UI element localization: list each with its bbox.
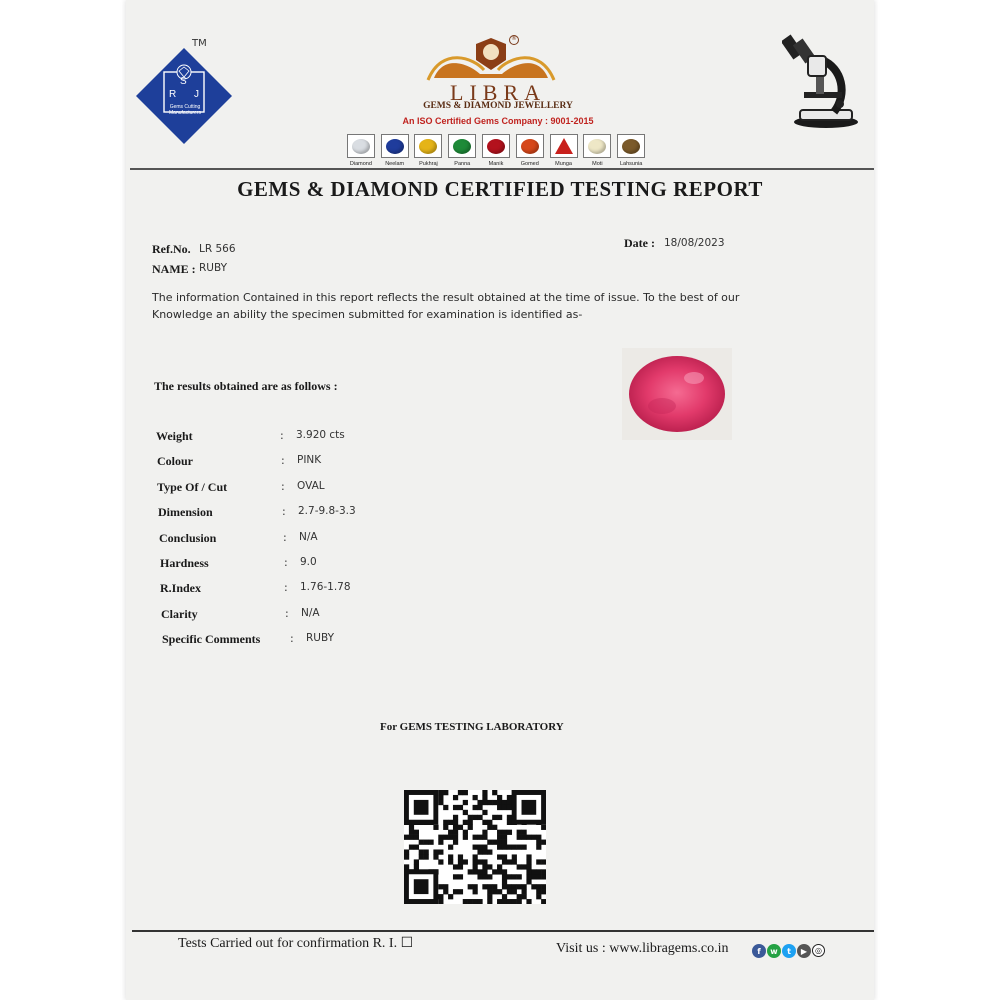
property-label: Conclusion: [159, 531, 217, 545]
property-label: Dimension: [158, 505, 213, 519]
property-colon: :: [290, 632, 294, 645]
ref-value: LR 566: [199, 243, 236, 255]
social-icons: [752, 944, 825, 958]
ruby-stone-image: [622, 348, 732, 440]
gem-swatch-icon: [482, 134, 510, 158]
intro-line-2: Knowledge an ability the specimen submitted for examination is identified as-: [152, 308, 583, 321]
gem-swatch-icon: [381, 134, 409, 158]
gem-name: Diamond: [349, 161, 372, 167]
ref-label: Ref.No.: [152, 242, 191, 256]
whatsapp-icon[interactable]: w: [767, 944, 781, 958]
iso-certification: An ISO Certified Gems Company : 9001-2015: [402, 116, 594, 126]
property-value: RUBY: [306, 632, 335, 644]
gem-name: Pukhraj: [419, 161, 438, 167]
property-label: R.Index: [160, 581, 202, 595]
gem-swatch-icon: [448, 134, 476, 158]
property-colon: :: [280, 429, 284, 442]
gem-swatch-icon: [516, 134, 544, 158]
qr-code: [404, 790, 546, 904]
property-row: [158, 505, 458, 521]
gem-swatch-icon: [347, 134, 375, 158]
gem-name: Lahsunia: [619, 161, 643, 167]
property-colon: :: [284, 581, 288, 594]
gem-name: Gomed: [520, 161, 539, 167]
registered-mark: ®: [511, 35, 517, 42]
gem-swatch-icon: [550, 134, 578, 158]
gem-name: Panna: [454, 161, 471, 167]
tests-confirmation: Tests Carried out for confirmation R. I. ☐: [178, 936, 414, 951]
property-value: N/A: [299, 531, 318, 543]
header-divider: [130, 168, 874, 170]
gem-name: Manik: [488, 161, 504, 167]
gem-name: Munga: [555, 161, 572, 167]
property-value: 1.76-1.78: [300, 581, 351, 593]
lab-signature: For GEMS TESTING LABORATORY: [380, 721, 564, 733]
gem-name: Moti: [592, 161, 603, 167]
gem-swatch-icon: [617, 134, 645, 158]
property-row: [160, 556, 460, 572]
property-row: [156, 429, 456, 445]
libra-emblem: [424, 34, 558, 84]
microscope-icon: [782, 34, 862, 132]
srj-caption: Gems Cutting Manufacturers: [169, 104, 201, 116]
property-label: Type Of / Cut: [157, 480, 228, 494]
property-colon: :: [282, 505, 286, 518]
property-colon: :: [281, 480, 285, 493]
name-value: RUBY: [199, 262, 228, 274]
srj-letter-s: S: [180, 76, 187, 87]
srj-letter-r: R: [169, 89, 177, 100]
srj-logo: [134, 46, 234, 146]
name-label: NAME :: [152, 262, 196, 276]
property-row: [157, 454, 457, 470]
date-value: 18/08/2023: [664, 237, 725, 249]
property-value: 9.0: [300, 556, 317, 568]
property-row: [161, 607, 461, 623]
property-label: Clarity: [161, 607, 198, 621]
property-value: 2.7-9.8-3.3: [298, 505, 356, 517]
property-value: PINK: [297, 454, 322, 466]
intro-line-1: The information Contained in this report reflects the result obtained at the time of issue. To the best of our: [152, 291, 740, 304]
instagram-icon[interactable]: ◎: [812, 944, 825, 957]
libra-brand-name: LIBRA: [450, 80, 546, 105]
property-colon: :: [281, 454, 285, 467]
twitter-icon[interactable]: t: [782, 944, 796, 958]
gem-name: Neelam: [385, 161, 405, 167]
srj-letter-j: J: [194, 89, 199, 100]
intro-paragraph: [152, 289, 772, 323]
property-label: Specific Comments: [162, 632, 261, 646]
property-value: N/A: [301, 607, 320, 619]
report-title: GEMS & DIAMOND CERTIFIED TESTING REPORT: [237, 177, 763, 201]
footer-divider: [132, 930, 874, 932]
website-text: Visit us : www.libragems.co.in: [556, 941, 729, 956]
property-row: [160, 581, 460, 597]
property-label: Weight: [156, 429, 193, 443]
trademark-mark: TM: [192, 38, 207, 49]
property-row: [162, 632, 462, 648]
libra-subtitle: GEMS & DIAMOND JEWELLERY: [423, 101, 573, 111]
property-row: [157, 480, 457, 496]
property-label: Hardness: [160, 556, 209, 570]
youtube-icon[interactable]: ▶: [797, 944, 811, 958]
facebook-icon[interactable]: f: [752, 944, 766, 958]
property-label: Colour: [157, 454, 193, 468]
gem-swatch-icon: [583, 134, 611, 158]
property-colon: :: [285, 607, 289, 620]
property-value: 3.920 cts: [296, 429, 345, 441]
property-row: [159, 531, 459, 547]
gem-swatch-icon: [414, 134, 442, 158]
property-colon: :: [284, 556, 288, 569]
property-value: OVAL: [297, 480, 325, 492]
property-colon: :: [283, 531, 287, 544]
results-heading: The results obtained are as follows :: [154, 379, 338, 393]
date-label: Date :: [624, 236, 655, 250]
